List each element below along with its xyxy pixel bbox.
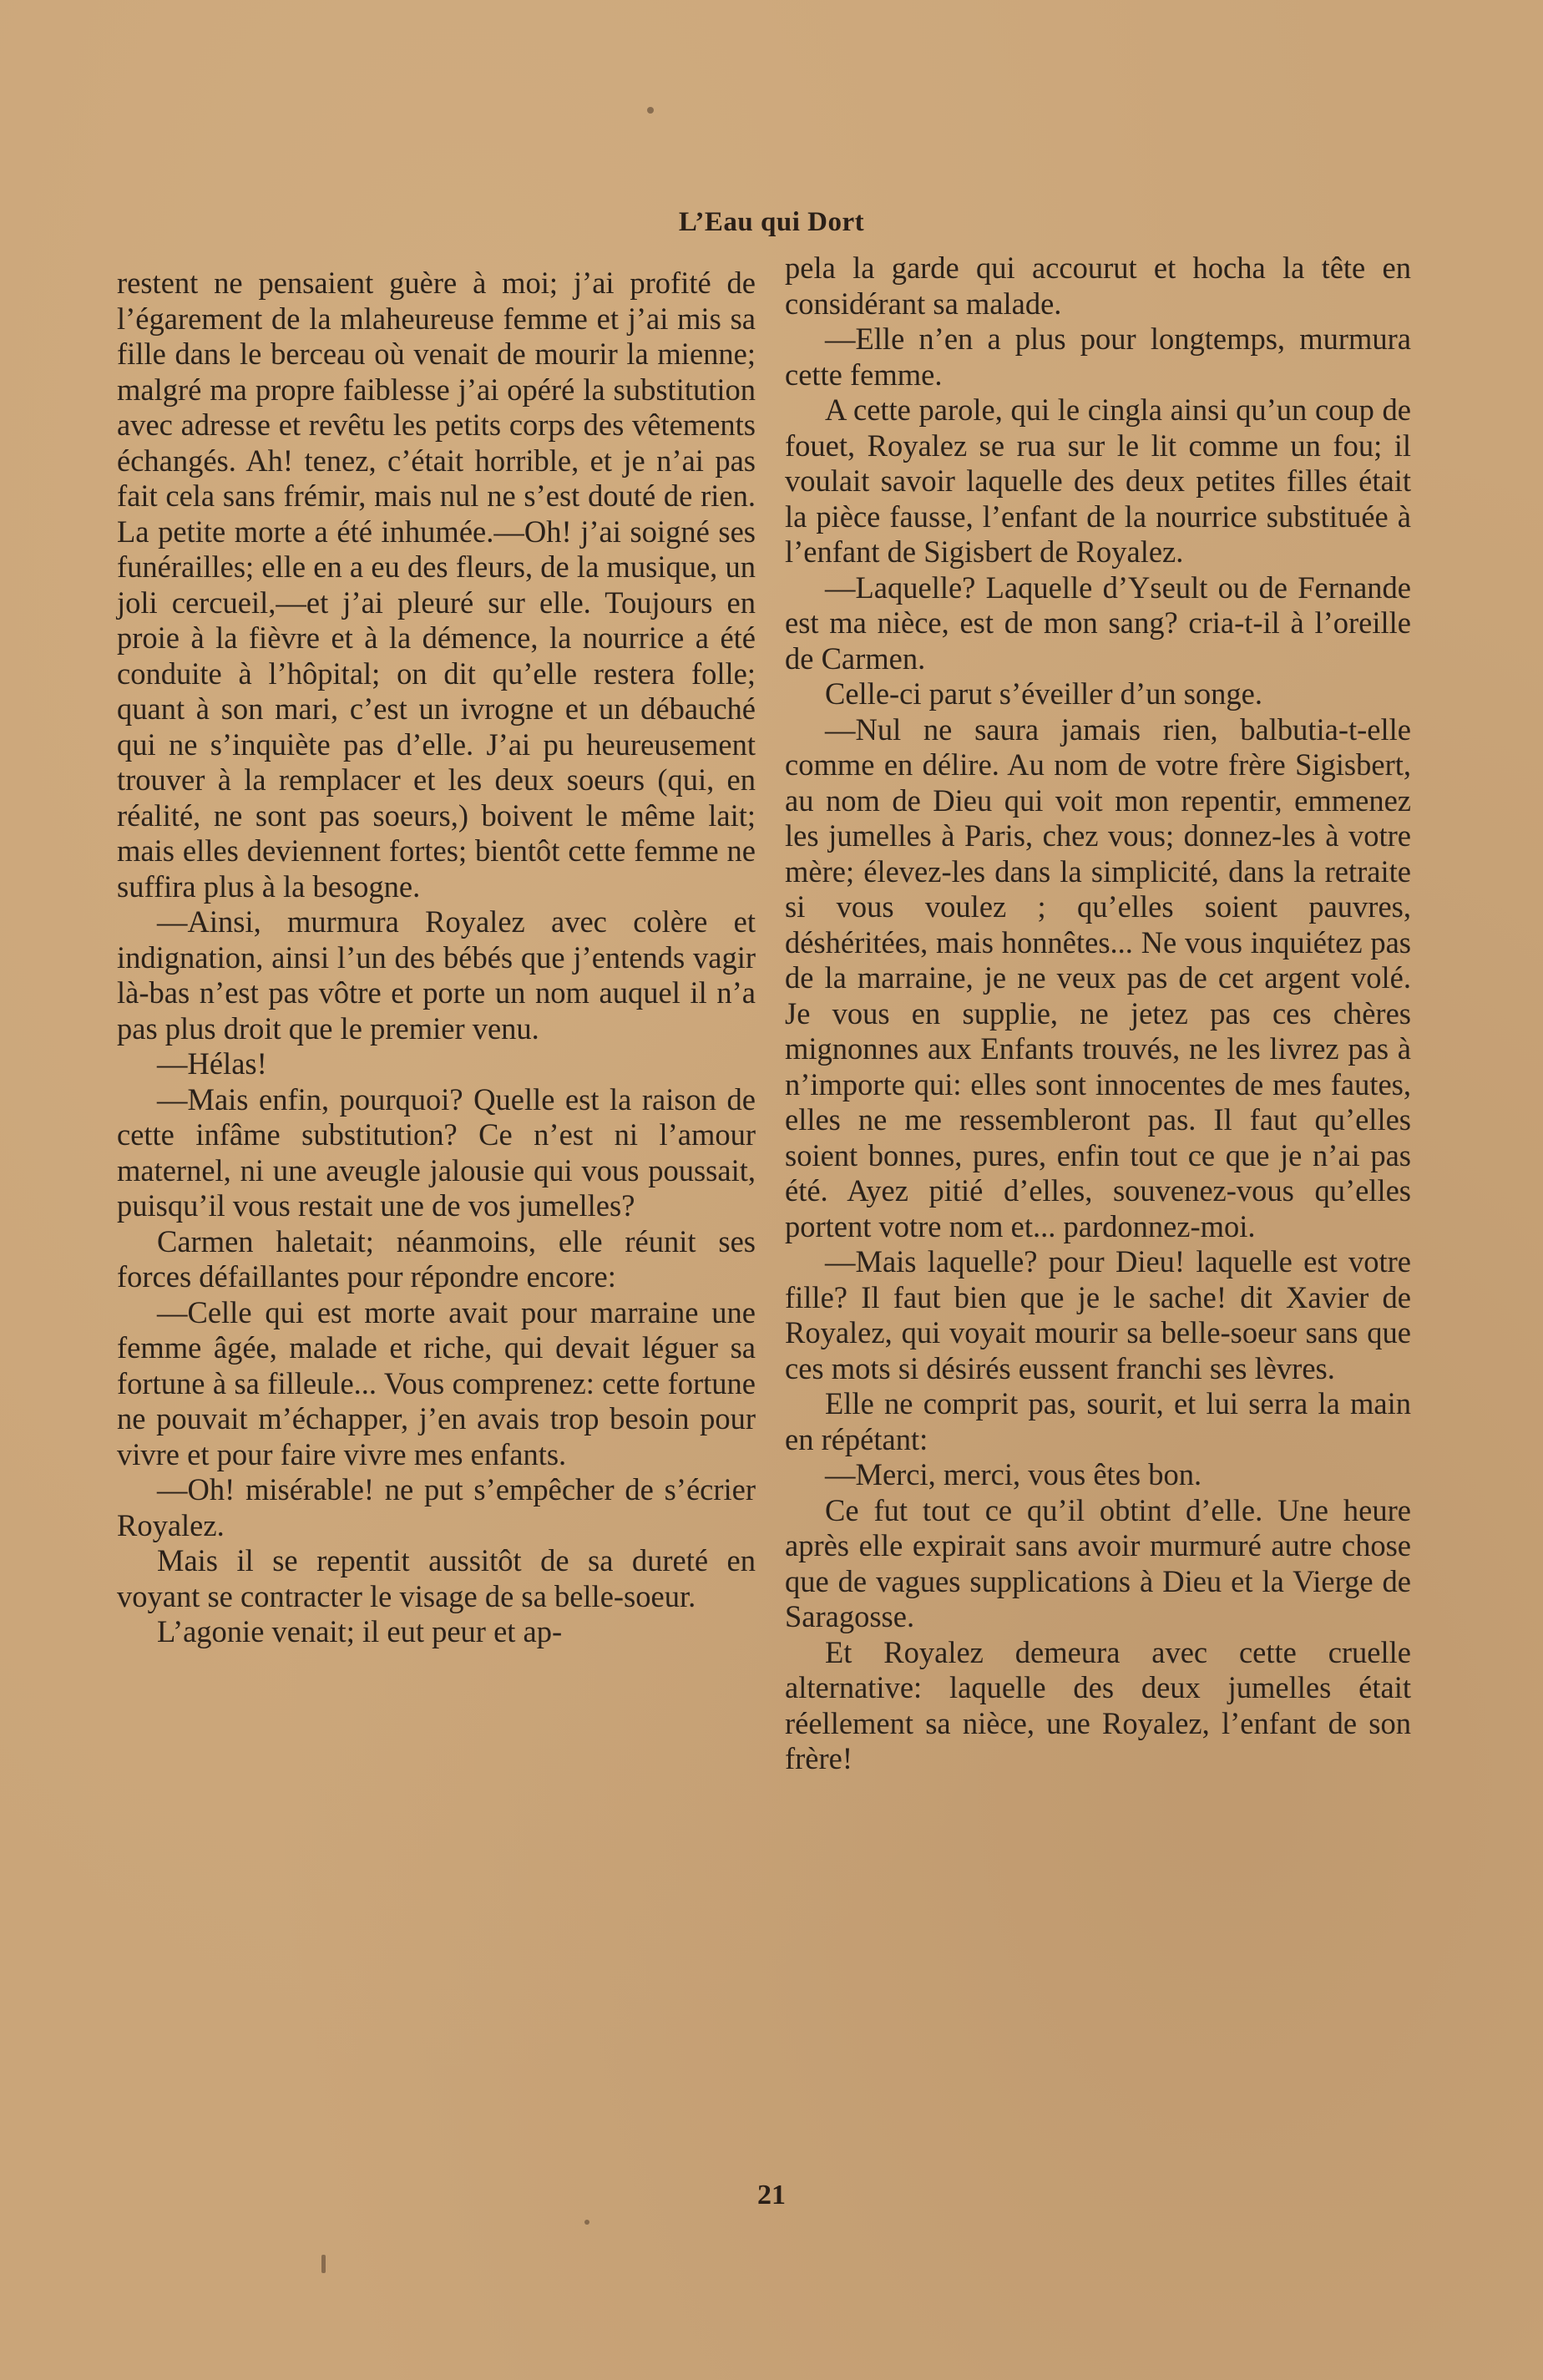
paragraph: Et Royalez demeura avec cette cruelle alternative: laquelle des deux jumelles était réellement sa nièce, une Royalez, l’enfant de son frère!: [785, 1634, 1411, 1775]
paragraph: Celle-ci parut s’éveiller d’un songe.: [825, 676, 1262, 711]
paragraph: —Oh! misérable! ne put s’empêcher de s’écrier Royalez.: [117, 1472, 756, 1542]
paragraph: L’agonie venait; il eut peur et ap-: [157, 1614, 563, 1648]
paper-speck: [647, 107, 654, 114]
paragraph: Ce fut tout ce qu’il obtint d’elle. Une heure après elle expirait sans avoir murmuré autre chose que de vagues supplications à Dieu et la Vierge de Saragosse.: [785, 1492, 1411, 1633]
paragraph: —Celle qui est morte avait pour marraine une femme âgée, malade et riche, qui devait léguer sa fortune à sa filleule... Vous comprenez: cette fortune ne pouvait m’échapper, j’en avais trop besoin pour vivre et pour faire vivre mes enfants.: [117, 1294, 756, 1471]
paragraph: restent ne pensaient guère à moi; j’ai profité de l’égarement de la mlaheureuse femme et j’ai mis sa fille dans le berceau où venait de mourir la mienne; malgré ma propre faiblesse j’ai opéré la substitution avec adresse et revêtu les petits corps des vêtements échangés. Ah! tenez, c’était horrible, et je n’ai pas fait cela sans frémir, mais nul ne s’est douté de rien. La petite morte a été inhumée.—Oh! j’ai soigné ses funérailles; elle en a eu des fleurs, de la musique, un joli cercueil,—et j’ai pleuré sur elle. Toujours en proie à la fièvre et à la démence, la nourrice a été conduite à l’hôpital; on dit qu’elle restera folle; quant à son mari, c’est un ivrogne et un débauché qui ne s’inquiète pas d’elle. J’ai pu heureusement trouver à la remplacer et les deux soeurs (qui, en réalité, ne sont pas soeurs,) boivent le même lait; mais elles deviennent fortes; bientôt cette femme ne suffira plus à la besogne.: [117, 266, 756, 904]
right-column: [785, 251, 1411, 1777]
paragraph: Elle ne comprit pas, sourit, et lui serra la main en répétant:: [785, 1386, 1411, 1456]
paragraph: —Elle n’en a plus pour longtemps, murmura cette femme.: [785, 322, 1411, 392]
paragraph: —Laquelle? Laquelle d’Yseult ou de Fernande est ma nièce, est de mon sang? cria-t-il à l’oreille de Carmen.: [785, 570, 1411, 676]
page-number: 21: [757, 2180, 786, 2210]
paragraph: —Hélas!: [157, 1046, 267, 1081]
paragraph: —Nul ne saura jamais rien, balbutia-t-elle comme en délire. Au nom de votre frère Sigisbert, au nom de Dieu qui voit mon repentir, emmenez les jumelles à Paris, chez vous; donnez-les à votre mère; élevez-les dans la simplicité, dans la retraite si vous voulez ; qu’elles soient pauvres, déshéritées, mais honnêtes... Ne vous inquiétez pas de la marraine, je ne veux pas de cet argent volé. Je vous en supplie, ne jetez pas ces chères mignonnes aux Enfants trouvés, ne les livrez pas à n’importe qui: elles sont innocentes de mes fautes, elles ne me ressembleront pas. Il faut qu’elles soient bonnes, pures, enfin tout ce que je n’ai pas été. Ayez pitié d’elles, souvenez-vous qu’elles portent votre nom et... pardonnez-moi.: [785, 711, 1411, 1243]
paragraph: —Mais enfin, pourquoi? Quelle est la raison de cette infâme substitution? Ce n’est ni l’amour maternel, ni une aveugle jalousie qui vous poussait, puisqu’il vous restait une de vos jumelles?: [117, 1081, 756, 1223]
paragraph: Carmen haletait; néanmoins, elle réunit ses forces défaillantes pour répondre encore:: [117, 1223, 756, 1294]
paragraph: A cette parole, qui le cingla ainsi qu’un coup de fouet, Royalez se rua sur le lit comme un fou; il voulait savoir laquelle des deux petites filles était la pièce fausse, l’enfant de la nourrice substituée à l’enfant de Sigisbert de Royalez.: [785, 392, 1411, 569]
paragraph: —Ainsi, murmura Royalez avec colère et indignation, ainsi l’un des bébés que j’entends vagir là-bas n’est pas vôtre et porte un nom auquel il n’a pas plus droit que le premier venu.: [117, 904, 756, 1046]
paper-speck: [584, 2220, 589, 2225]
paragraph: —Merci, merci, vous êtes bon.: [825, 1457, 1202, 1491]
left-column: [117, 266, 756, 1650]
running-head: L’Eau qui Dort: [678, 207, 865, 237]
paragraph: Mais il se repentit aussitôt de sa dureté en voyant se contracter le visage de sa belle-soeur.: [117, 1543, 756, 1613]
paragraph: —Mais laquelle? pour Dieu! laquelle est votre fille? Il faut bien que je le sache! dit Xavier de Royalez, qui voyait mourir sa belle-soeur sans que ces mots si désirés eussent franchi ses lèvres.: [785, 1244, 1411, 1385]
paragraph: pela la garde qui accourut et hocha la tête en considérant sa malade.: [785, 251, 1411, 321]
paper-speck: [321, 2255, 326, 2273]
